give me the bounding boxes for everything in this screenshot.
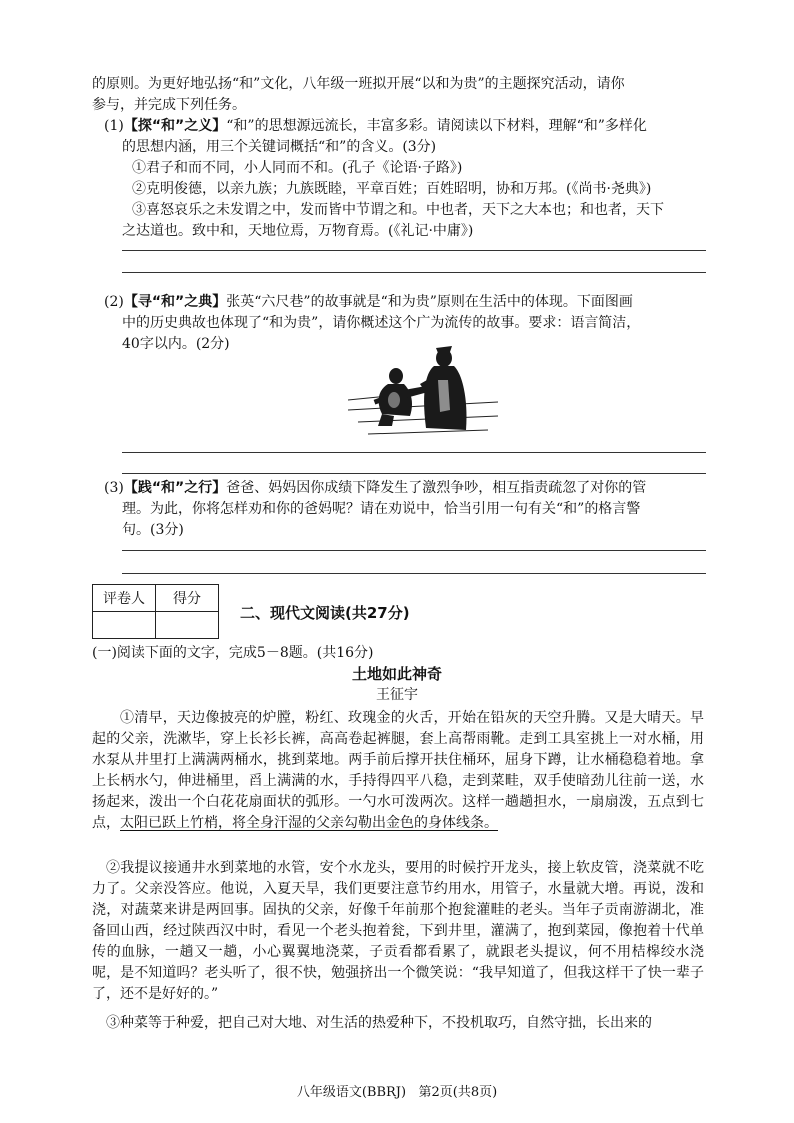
question-2-line-3: 40字以内。(2分) <box>122 336 230 352</box>
footer-page-number: 第2页(共8页) <box>418 1085 498 1100</box>
question-1-line-1 <box>104 116 647 136</box>
question-3-line-3: 句。(3分) <box>122 522 184 538</box>
answer-line-1a[interactable] <box>122 250 706 251</box>
answer-line-2a[interactable] <box>122 452 706 453</box>
page-footer <box>0 1081 794 1100</box>
question-3-line-1 <box>104 478 646 498</box>
section-instruction: (一)阅读下面的文字，完成5－8题。(共16分) <box>92 645 374 661</box>
paragraph-text: ①清早，天边像披亮的炉膛，粉红、玫瑰金的火舌，开始在铅灰的天空升腾。又是大晴天。早起的父亲，洗漱毕，穿上长衫长裤，高高卷起裤腿，套上高帮雨靴。走到工具室挑上一对水桶，用水泵从井里打上满满两桶水，挑到菜地。两手前后撑开扶住桶环，屈身下蹲，让水桶稳稳着地。拿上长柄水勺，伸进桶里，舀上满满的水，手持得四平八稳，走到菜畦，双手使暗劲儿往前一送，水扬起来，泼出一个白花花扇面状的弧形。一勺水可泼两次。这样一趟趟担水，一扇扇泼，五点到七点， <box>92 710 704 831</box>
material-item-3a: ③喜怒哀乐之未发谓之中，发而皆中节谓之和。中也者，天下之大本也；和也者，天下 <box>132 202 664 218</box>
question-tag: 【探“和”之义】 <box>123 118 227 134</box>
historical-story-illustration <box>348 340 498 440</box>
question-text: “和”的思想源远流长，丰富多彩。请阅读以下材料，理解“和”多样化 <box>226 118 647 134</box>
question-2-line-2: 中的历史典故也体现了“和为贵”，请你概述这个广为流传的故事。要求：语言简洁， <box>122 315 641 331</box>
score-header: 得分 <box>156 585 219 612</box>
article-paragraph-2: ②我提议接通井水到菜地的水管，安个水龙头，要用的时候拧开龙头，接上软皮管，浇菜就不吃力了。父亲没答应。他说，入夏天旱，我们更要注意节约用水，用管子，水量就大增。再说，泼和浇，对蔬菜来讲是两回事。固执的父亲，好像千年前那个抱瓮灌畦的老头。当年子贡南游湖北，准备回山西，经过陕西汉中时，看见一个老头抱着瓮，下到井里，灌满了，抱到菜园，像抱着十代单传的血脉，一趟又一趟，小心翼翼地浇菜，子贡看都看累了，就跟老头提议，何不用桔槔绞水浇呢，是不知道吗？老头听了，很不快，勉强挤出一个微笑说：“我早知道了，但我这样干了快一辈子了，还不是好好的。” <box>92 860 704 1002</box>
question-3-line-2: 理。为此，你将怎样劝和你的爸妈呢？请在劝说中，恰当引用一句有关“和”的格言警 <box>122 501 641 517</box>
question-text: 爸爸、妈妈因你成绩下降发生了激烈争吵，相互指责疏忽了对你的管 <box>226 480 647 496</box>
answer-line-1b[interactable] <box>122 272 706 273</box>
answer-line-3b[interactable] <box>122 573 706 574</box>
material-item-3b: 之达道也。致中和，天地位焉，万物育焉。(《礼记·中庸》) <box>122 223 474 239</box>
underlined-sentence: 太阳已跃上竹梢，将全身汗湿的父亲勾勒出金色的身体线条。 <box>120 815 498 831</box>
question-2-line-1 <box>104 292 633 312</box>
score-cell[interactable] <box>156 612 219 639</box>
question-number: (3) <box>104 480 124 496</box>
material-item-2: ②克明俊德，以亲九族；九族既睦，平章百姓；百姓昭明，协和万邦。(《尚书·尧典》) <box>132 181 652 197</box>
score-table <box>92 584 219 639</box>
question-text: 张英“六尺巷”的故事就是“和为贵”原则在生活中的体现。下面图画 <box>226 294 633 310</box>
question-tag: 【寻“和”之典】 <box>123 294 227 310</box>
question-number: (1) <box>104 118 124 134</box>
intro-line-1: 的原则。为更好地弘扬“和”文化，八年级一班拟开展“以和为贵”的主题探究活动，请你 <box>92 76 625 92</box>
article-paragraph-1 <box>92 708 704 834</box>
grader-header: 评卷人 <box>93 585 156 612</box>
grader-cell[interactable] <box>93 612 156 639</box>
question-1-line-2: 的思想内涵，用三个关键词概括“和”的含义。(3分) <box>122 139 437 155</box>
section-title: 二、现代文阅读(共27分) <box>240 604 410 622</box>
intro-line-2: 参与，并完成下列任务。 <box>92 97 246 113</box>
footer-subject: 八年级语文(BBRJ) <box>296 1085 407 1100</box>
article-title: 土地如此神奇 <box>351 665 442 683</box>
material-item-1: ①君子和而不同，小人同而不和。(孔子《论语·子路》) <box>132 160 463 176</box>
question-number: (2) <box>104 294 124 310</box>
question-tag: 【践“和”之行】 <box>123 480 227 496</box>
article-paragraph-3: ③种菜等于种爱，把自己对大地、对生活的热爱种下，不投机取巧，自然守拙，长出来的 <box>106 1015 652 1031</box>
answer-line-3a[interactable] <box>122 550 706 551</box>
answer-line-2b[interactable] <box>122 473 706 474</box>
article-author: 王征宇 <box>376 687 418 703</box>
